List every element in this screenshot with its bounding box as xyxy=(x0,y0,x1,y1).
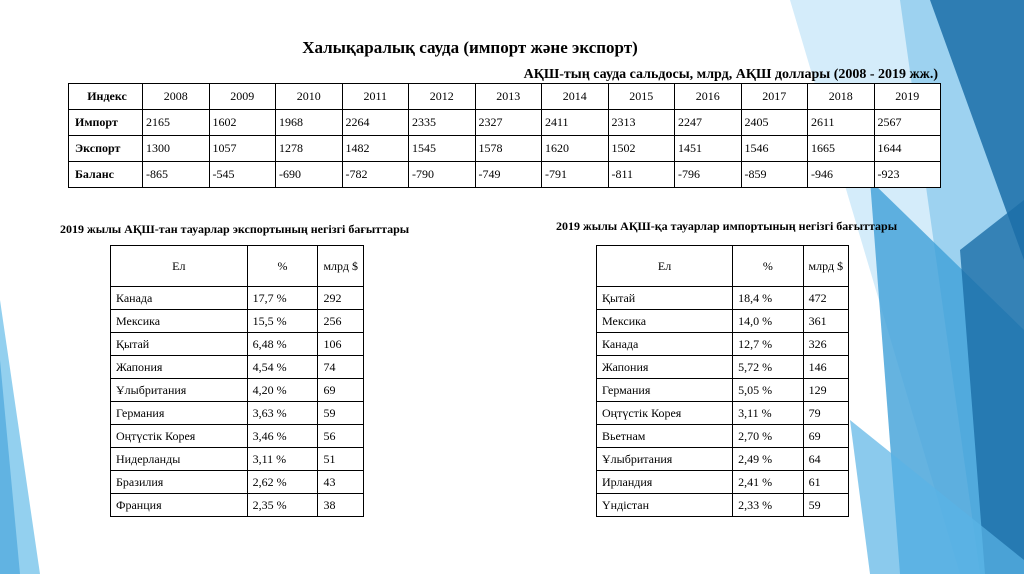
percent-cell: 3,11 % xyxy=(733,402,804,425)
percent-cell: 2,49 % xyxy=(733,448,804,471)
table-row xyxy=(597,379,849,402)
amount-header: млрд $ xyxy=(803,246,848,287)
exports-table xyxy=(110,245,364,517)
percent-cell: 6,48 % xyxy=(247,333,318,356)
year-header: 2014 xyxy=(542,84,609,110)
index-header: Индекс xyxy=(69,84,143,110)
country-cell: Нидерланды xyxy=(111,448,248,471)
table-cell: 2264 xyxy=(342,110,409,136)
table-row xyxy=(597,333,849,356)
country-cell: Жапония xyxy=(597,356,733,379)
table-row xyxy=(111,356,364,379)
table-row xyxy=(597,494,849,517)
year-header: 2017 xyxy=(741,84,808,110)
table-row xyxy=(111,448,364,471)
table-row xyxy=(597,402,849,425)
table-cell: -690 xyxy=(276,162,343,188)
country-cell: Германия xyxy=(111,402,248,425)
table-cell: 2327 xyxy=(475,110,542,136)
amount-cell: 256 xyxy=(318,310,364,333)
percent-cell: 2,33 % xyxy=(733,494,804,517)
country-cell: Ұлыбритания xyxy=(597,448,733,471)
row-label: Импорт xyxy=(69,110,143,136)
year-header: 2016 xyxy=(675,84,742,110)
table-row xyxy=(111,494,364,517)
amount-cell: 43 xyxy=(318,471,364,494)
amount-cell: 69 xyxy=(318,379,364,402)
table-cell: 2405 xyxy=(741,110,808,136)
page-title: Халықаралық сауда (импорт және экспорт) xyxy=(302,38,638,57)
table-cell: 1644 xyxy=(874,136,941,162)
table-cell: -865 xyxy=(143,162,210,188)
percent-cell: 3,11 % xyxy=(247,448,318,471)
table-cell: 2411 xyxy=(542,110,609,136)
amount-cell: 79 xyxy=(803,402,848,425)
amount-cell: 69 xyxy=(803,425,848,448)
table-cell: 1482 xyxy=(342,136,409,162)
table-cell: 1968 xyxy=(276,110,343,136)
percent-cell: 15,5 % xyxy=(247,310,318,333)
year-header: 2009 xyxy=(209,84,276,110)
country-cell: Оңтүстік Корея xyxy=(597,402,733,425)
table-cell: 1545 xyxy=(409,136,476,162)
year-header: 2019 xyxy=(874,84,941,110)
percent-cell: 4,54 % xyxy=(247,356,318,379)
amount-cell: 38 xyxy=(318,494,364,517)
year-header: 2012 xyxy=(409,84,476,110)
table-header-row xyxy=(597,246,849,287)
percent-cell: 5,72 % xyxy=(733,356,804,379)
table-row xyxy=(111,379,364,402)
row-label: Баланс xyxy=(69,162,143,188)
country-cell: Франция xyxy=(111,494,248,517)
country-cell: Мексика xyxy=(597,310,733,333)
table-row xyxy=(597,310,849,333)
table-row xyxy=(111,287,364,310)
table-cell: 1602 xyxy=(209,110,276,136)
country-cell: Германия xyxy=(597,379,733,402)
amount-cell: 326 xyxy=(803,333,848,356)
table-cell: 1546 xyxy=(741,136,808,162)
table-cell: 2313 xyxy=(608,110,675,136)
year-header: 2015 xyxy=(608,84,675,110)
amount-cell: 292 xyxy=(318,287,364,310)
amount-cell: 64 xyxy=(803,448,848,471)
table-row xyxy=(597,448,849,471)
table-cell: 1578 xyxy=(475,136,542,162)
table-cell: -946 xyxy=(808,162,875,188)
amount-cell: 59 xyxy=(318,402,364,425)
amount-cell: 106 xyxy=(318,333,364,356)
percent-cell: 14,0 % xyxy=(733,310,804,333)
table-subtitle: АҚШ-тың сауда сальдосы, млрд, АҚШ доллары (2008 - 2019 жж.) xyxy=(523,67,938,82)
table-row xyxy=(597,471,849,494)
table-cell: -790 xyxy=(409,162,476,188)
table-cell: -782 xyxy=(342,162,409,188)
percent-cell: 2,41 % xyxy=(733,471,804,494)
exports-caption: 2019 жылы АҚШ-тан тауарлар экспортының негізгі бағыттары xyxy=(60,222,410,236)
country-cell: Бразилия xyxy=(111,471,248,494)
country-cell: Үндістан xyxy=(597,494,733,517)
table-row xyxy=(111,471,364,494)
table-cell: 1665 xyxy=(808,136,875,162)
amount-cell: 129 xyxy=(803,379,848,402)
year-header: 2011 xyxy=(342,84,409,110)
table-cell: -859 xyxy=(741,162,808,188)
row-label: Экспорт xyxy=(69,136,143,162)
country-cell: Қытай xyxy=(111,333,248,356)
table-row xyxy=(597,356,849,379)
country-cell: Мексика xyxy=(111,310,248,333)
country-cell: Вьетнам xyxy=(597,425,733,448)
table-cell: -545 xyxy=(209,162,276,188)
year-header: 2008 xyxy=(143,84,210,110)
table-cell: -796 xyxy=(675,162,742,188)
trade-balance-table xyxy=(68,83,941,188)
percent-cell: 2,62 % xyxy=(247,471,318,494)
country-cell: Оңтүстік Корея xyxy=(111,425,248,448)
amount-cell: 146 xyxy=(803,356,848,379)
percent-cell: 4,20 % xyxy=(247,379,318,402)
table-cell: 2335 xyxy=(409,110,476,136)
amount-cell: 74 xyxy=(318,356,364,379)
country-cell: Канада xyxy=(597,333,733,356)
percent-cell: 17,7 % xyxy=(247,287,318,310)
table-cell: 2247 xyxy=(675,110,742,136)
table-header-row xyxy=(69,84,941,110)
table-cell: 2165 xyxy=(143,110,210,136)
percent-cell: 3,63 % xyxy=(247,402,318,425)
table-row xyxy=(69,162,941,188)
percent-cell: 5,05 % xyxy=(733,379,804,402)
table-cell: 2567 xyxy=(874,110,941,136)
table-cell: 1057 xyxy=(209,136,276,162)
percent-cell: 2,35 % xyxy=(247,494,318,517)
country-cell: Канада xyxy=(111,287,248,310)
amount-header: млрд $ xyxy=(318,246,364,287)
imports-table xyxy=(596,245,849,517)
table-row xyxy=(597,425,849,448)
table-cell: 2611 xyxy=(808,110,875,136)
country-header: Ел xyxy=(111,246,248,287)
amount-cell: 51 xyxy=(318,448,364,471)
table-cell: 1620 xyxy=(542,136,609,162)
table-row xyxy=(69,136,941,162)
amount-cell: 472 xyxy=(803,287,848,310)
year-header: 2010 xyxy=(276,84,343,110)
amount-cell: 61 xyxy=(803,471,848,494)
table-cell: -811 xyxy=(608,162,675,188)
country-header: Ел xyxy=(597,246,733,287)
country-cell: Ирландия xyxy=(597,471,733,494)
country-cell: Қытай xyxy=(597,287,733,310)
table-row xyxy=(597,287,849,310)
table-row xyxy=(111,310,364,333)
table-row xyxy=(111,425,364,448)
table-cell: 1451 xyxy=(675,136,742,162)
table-row xyxy=(111,333,364,356)
table-cell: -923 xyxy=(874,162,941,188)
country-cell: Жапония xyxy=(111,356,248,379)
amount-cell: 59 xyxy=(803,494,848,517)
percent-cell: 2,70 % xyxy=(733,425,804,448)
percent-header: % xyxy=(247,246,318,287)
table-cell: 1278 xyxy=(276,136,343,162)
table-cell: 1300 xyxy=(143,136,210,162)
table-header-row xyxy=(111,246,364,287)
year-header: 2018 xyxy=(808,84,875,110)
percent-cell: 12,7 % xyxy=(733,333,804,356)
imports-caption: 2019 жылы АҚШ-қа тауарлар импортының негізгі бағыттары xyxy=(556,219,898,233)
table-cell: 1502 xyxy=(608,136,675,162)
table-cell: -791 xyxy=(542,162,609,188)
table-cell: -749 xyxy=(475,162,542,188)
table-row xyxy=(111,402,364,425)
percent-header: % xyxy=(733,246,804,287)
country-cell: Ұлыбритания xyxy=(111,379,248,402)
percent-cell: 18,4 % xyxy=(733,287,804,310)
percent-cell: 3,46 % xyxy=(247,425,318,448)
year-header: 2013 xyxy=(475,84,542,110)
table-row xyxy=(69,110,941,136)
amount-cell: 361 xyxy=(803,310,848,333)
amount-cell: 56 xyxy=(318,425,364,448)
